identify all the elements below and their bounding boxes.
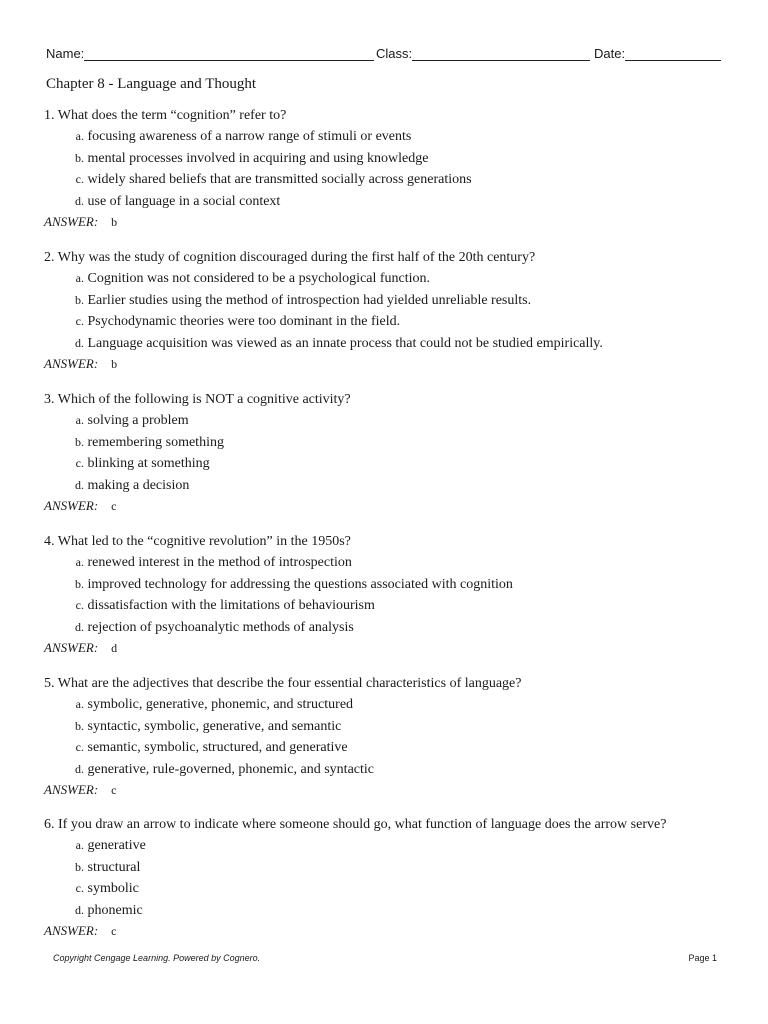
option-text: improved technology for addressing the questions associated with cognition (87, 576, 513, 592)
answer-value: c (111, 499, 117, 514)
answer-option (44, 835, 666, 857)
answer-option (44, 453, 351, 475)
answer-label: ANSWER: (44, 640, 99, 656)
answer-key (44, 638, 513, 658)
option-text: solving a problem (87, 413, 189, 428)
option-text: Earlier studies using the method of introspection had yielded unreliable results. (87, 292, 532, 308)
option-letter: c. (75, 881, 84, 896)
option-letter: d. (75, 761, 84, 776)
option-letter: d. (75, 619, 84, 634)
option-letter: a. (75, 413, 84, 427)
answer-option (44, 191, 472, 213)
answer-option (44, 333, 603, 355)
question-stem: 5. What are the adjectives that describe the four essential characteristics of language? (44, 676, 522, 691)
date-label: Date: (594, 46, 626, 61)
question-6 (44, 815, 666, 941)
option-text: Cognition was not considered to be a psychological function. (87, 271, 431, 286)
option-letter: c. (75, 740, 84, 755)
question-stem: 1. What does the term “cognition” refer to? (44, 108, 287, 123)
answer-option (44, 716, 521, 738)
answer-value: c (111, 924, 117, 939)
option-text: widely shared beliefs that are transmitted socially across generations (87, 172, 472, 188)
question-1 (44, 106, 472, 232)
answer-option (44, 595, 513, 617)
question-stem: 2. Why was the study of cognition discouraged during the first half of the 20th century? (44, 250, 536, 265)
answer-option (44, 410, 351, 432)
option-letter: b. (75, 718, 84, 733)
answer-key (44, 354, 603, 374)
option-letter: c. (75, 456, 84, 471)
option-text: semantic, symbolic, structured, and generative (87, 740, 348, 756)
answer-option (44, 737, 521, 759)
option-text: Psychodynamic theories were too dominant in the field. (87, 314, 401, 330)
answer-label: ANSWER: (44, 356, 99, 372)
answer-label: ANSWER: (44, 498, 99, 514)
question-2 (44, 248, 603, 374)
option-letter: d. (75, 335, 84, 350)
answer-option (44, 900, 666, 922)
option-text: symbolic (87, 881, 139, 897)
option-letter: b. (75, 576, 84, 591)
option-letter: b. (75, 292, 84, 307)
option-text: making a decision (87, 477, 190, 493)
answer-option (44, 148, 472, 170)
answer-option (44, 126, 472, 148)
option-letter: b. (75, 434, 84, 449)
option-text: mental processes involved in acquiring and using knowledge (87, 150, 429, 166)
question-5 (44, 674, 521, 800)
chapter-title: Chapter 8 - Language and Thought (46, 76, 257, 92)
class-field (376, 45, 590, 61)
page-footer (53, 953, 717, 967)
option-text: generative (87, 838, 146, 853)
date-blank-line (625, 45, 721, 61)
answer-value: b (111, 357, 118, 372)
question-3 (44, 390, 351, 516)
option-text: remembering something (87, 434, 224, 450)
option-letter: a. (75, 697, 84, 711)
option-text: use of language in a social context (87, 193, 281, 209)
answer-option (44, 268, 603, 290)
option-letter: d. (75, 193, 84, 208)
option-letter: c. (75, 598, 84, 613)
option-text: phonemic (87, 902, 143, 918)
option-text: dissatisfaction with the limitations of behaviourism (87, 598, 375, 614)
option-letter: c. (75, 172, 84, 187)
answer-label: ANSWER: (44, 782, 99, 798)
question-stem: 4. What led to the “cognitive revolution” in the 1950s? (44, 534, 351, 549)
class-label: Class: (376, 46, 413, 61)
answer-key (44, 921, 666, 941)
question-stem: 6. If you draw an arrow to indicate where someone should go, what function of language does the arrow serve? (44, 817, 667, 832)
option-letter: d. (75, 477, 84, 492)
option-letter: c. (75, 314, 84, 329)
answer-option (44, 311, 603, 333)
class-blank-line (412, 45, 590, 61)
option-text: symbolic, generative, phonemic, and structured (87, 697, 354, 712)
answer-option (44, 475, 351, 497)
answer-key (44, 212, 472, 232)
option-letter: a. (75, 129, 84, 143)
answer-option (44, 857, 666, 879)
student-info-header (46, 45, 724, 65)
answer-option (44, 617, 513, 639)
answer-label: ANSWER: (44, 214, 99, 230)
answer-option (44, 574, 513, 596)
option-text: blinking at something (87, 456, 210, 472)
option-letter: b. (75, 150, 84, 165)
question-stem: 3. Which of the following is NOT a cognitive activity? (44, 392, 351, 407)
option-text: Language acquisition was viewed as an innate process that could not be studied empirically. (87, 335, 603, 351)
answer-option (44, 694, 521, 716)
option-text: generative, rule-governed, phonemic, and syntactic (87, 761, 374, 777)
option-text: renewed interest in the method of introspection (87, 555, 352, 570)
name-blank-line (84, 45, 374, 61)
answer-value: b (111, 215, 118, 230)
option-letter: d. (75, 902, 84, 917)
option-letter: a. (75, 838, 84, 852)
answer-label: ANSWER: (44, 923, 99, 939)
answer-option (44, 878, 666, 900)
option-text: syntactic, symbolic, generative, and semantic (87, 718, 342, 734)
name-field (46, 45, 374, 61)
page-number: Page 1 (688, 953, 717, 963)
answer-option (44, 432, 351, 454)
copyright-notice: Copyright Cengage Learning. Powered by Cognero. (53, 953, 261, 963)
question-4 (44, 532, 513, 658)
option-letter: b. (75, 859, 84, 874)
option-text: focusing awareness of a narrow range of stimuli or events (87, 129, 412, 144)
name-label: Name: (46, 46, 85, 61)
answer-key (44, 496, 351, 516)
date-field (594, 45, 721, 61)
answer-key (44, 780, 521, 800)
option-letter: a. (75, 555, 84, 569)
option-letter: a. (75, 271, 84, 285)
answer-option (44, 290, 603, 312)
answer-value: d (111, 641, 118, 656)
option-text: structural (87, 859, 141, 875)
option-text: rejection of psychoanalytic methods of analysis (87, 619, 354, 635)
answer-option (44, 169, 472, 191)
answer-option (44, 759, 521, 781)
answer-option (44, 552, 513, 574)
answer-value: c (111, 783, 117, 798)
